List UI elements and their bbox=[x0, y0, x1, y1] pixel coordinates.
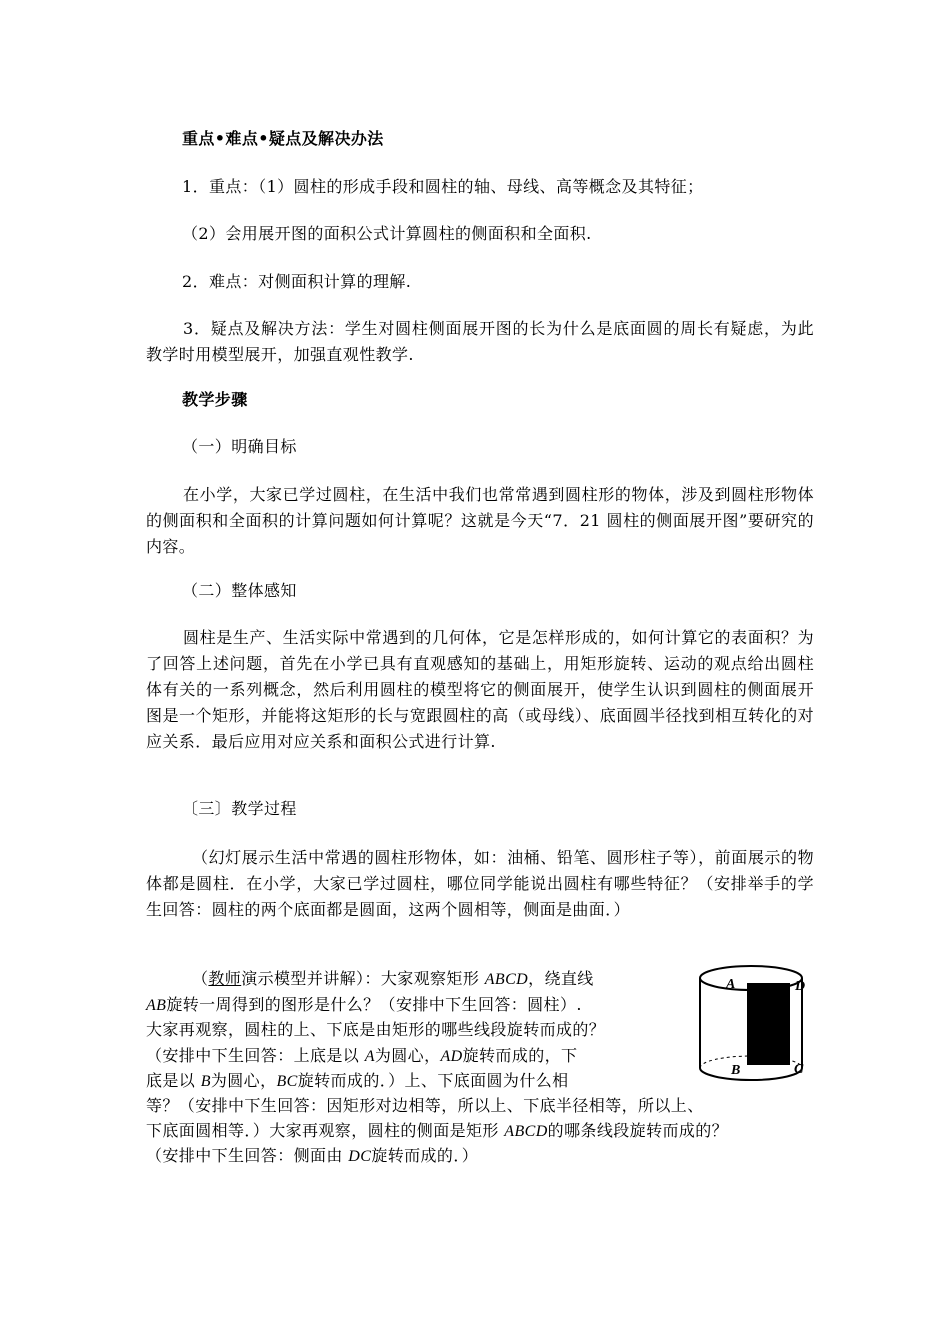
rectangle-abcd bbox=[747, 983, 790, 1065]
p2-l5-e: 旋转而成的．）上、下底面圆为什么相 bbox=[297, 1071, 569, 1090]
p2-l8-a: （安排中下生回答：侧面由 bbox=[146, 1146, 349, 1165]
key-point-1: 1．重点：（1）圆柱的形成手段和圆柱的轴、母线、高等概念及其特征； bbox=[182, 177, 704, 196]
difficulty-point: 2．难点：对侧面积计算的理解. bbox=[182, 272, 412, 291]
p2-l5-d: BC bbox=[276, 1073, 298, 1090]
p2-l5-b: B bbox=[200, 1073, 211, 1090]
section-2-text: 圆柱是生产、生活实际中常遇到的几何体，它是怎样形成的，如何计算它的表面积？为了回答上述问题，首先在小学已具有直观感知的基础上，用矩形旋转、运动的观点给出圆柱体有关的一系列概念，然后利用圆柱的模型将它的侧面展开，使学生认识到圆柱的侧面展开图是一个矩形，并能将这矩形的长与宽跟圆柱的高（或母线）、底面圆半径找到相互转化的对应关系．最后应用对应关系和面积公式进行计算. bbox=[146, 628, 814, 751]
p2-l8-b: DC bbox=[348, 1148, 372, 1165]
p2-l4-d: AD bbox=[440, 1048, 463, 1065]
label-d: D bbox=[795, 979, 806, 994]
p2-l5-c: 为圆心， bbox=[210, 1071, 277, 1090]
p2-l7-a: 下底面圆相等．）大家再观察，圆柱的侧面是矩形 bbox=[146, 1121, 505, 1140]
p2-l2-ab: AB bbox=[146, 997, 167, 1014]
heading-key-points: 重点•难点•疑点及解决办法 bbox=[182, 129, 384, 148]
p2-line-7 bbox=[146, 1118, 826, 1145]
p2-l5-a: 底是以 bbox=[146, 1071, 201, 1090]
doubt-point-paragraph: 3．疑点及解决方法：学生对圆柱侧面展开图的长为什么是底面圆的周长有疑虑，为此教学时用模型展开，加强直观性教学. bbox=[146, 319, 814, 364]
label-c: C bbox=[794, 1062, 804, 1077]
p2-l4-c: 为圆心， bbox=[374, 1046, 441, 1065]
section-3-title: 〔三〕教学过程 bbox=[182, 799, 297, 818]
p2-l1-text: 演示模型并讲解）：大家观察矩形 bbox=[241, 969, 485, 988]
p2-l4-a: （安排中下生回答：上底是以 bbox=[146, 1046, 365, 1065]
teacher-link[interactable]: 教师 bbox=[208, 969, 242, 988]
p2-line-8 bbox=[146, 1143, 826, 1170]
bottom-arc bbox=[700, 1068, 802, 1080]
p2-paren: （ bbox=[192, 969, 209, 988]
p2-l2-text: 旋转一周得到的图形是什么？（安排中下生回答：圆柱）. bbox=[166, 995, 582, 1014]
p2-l1-tail: ，绕直线 bbox=[528, 969, 594, 988]
p2-line-3: 大家再观察，圆柱的上、下底是由矩形的哪些线段旋转而成的？ bbox=[146, 1020, 606, 1039]
label-a: A bbox=[726, 977, 736, 992]
p2-l7-c: 的哪条线段旋转而成的？ bbox=[547, 1121, 729, 1140]
section-1-title: （一）明确目标 bbox=[182, 437, 297, 456]
p2-l1-abcd: ABCD bbox=[484, 971, 529, 988]
p2-l4-b: A bbox=[364, 1048, 375, 1065]
p2-l7-b: ABCD bbox=[504, 1123, 548, 1140]
cylinder-diagram bbox=[694, 960, 824, 1090]
section-1-text: 在小学，大家已学过圆柱，在生活中我们也常常遇到圆柱形的物体，涉及到圆柱形物体的侧面积和全面积的计算问题如何计算呢？这就是今天“7．21 圆柱的侧面展开图”要研究的内容。 bbox=[146, 485, 814, 556]
section-3-paragraph-1: （幻灯展示生活中常遇的圆柱形物体，如：油桶、铅笔、圆形柱子等），前面展示的物体都是圆柱．在小学，大家已学过圆柱，哪位同学能说出圆柱有哪些特征？（安排举手的学生回答：圆柱的两个底面都是圆面，这两个圆相等，侧面是曲面．） bbox=[146, 848, 814, 919]
p2-line-6: 等？（安排中下生回答：因矩形对边相等，所以上、下底半径相等，所以上、 bbox=[146, 1096, 704, 1115]
label-b: B bbox=[731, 1063, 741, 1078]
heading-teaching-steps: 教学步骤 bbox=[182, 390, 248, 409]
key-point-2: （2）会用展开图的面积公式计算圆柱的侧面积和全面积. bbox=[182, 224, 592, 243]
p2-l4-e: 旋转而成的，下 bbox=[462, 1046, 578, 1065]
p2-l8-c: 旋转而成的．） bbox=[371, 1146, 479, 1165]
cylinder-figure bbox=[694, 960, 824, 1090]
section-2-title: （二）整体感知 bbox=[182, 581, 297, 600]
